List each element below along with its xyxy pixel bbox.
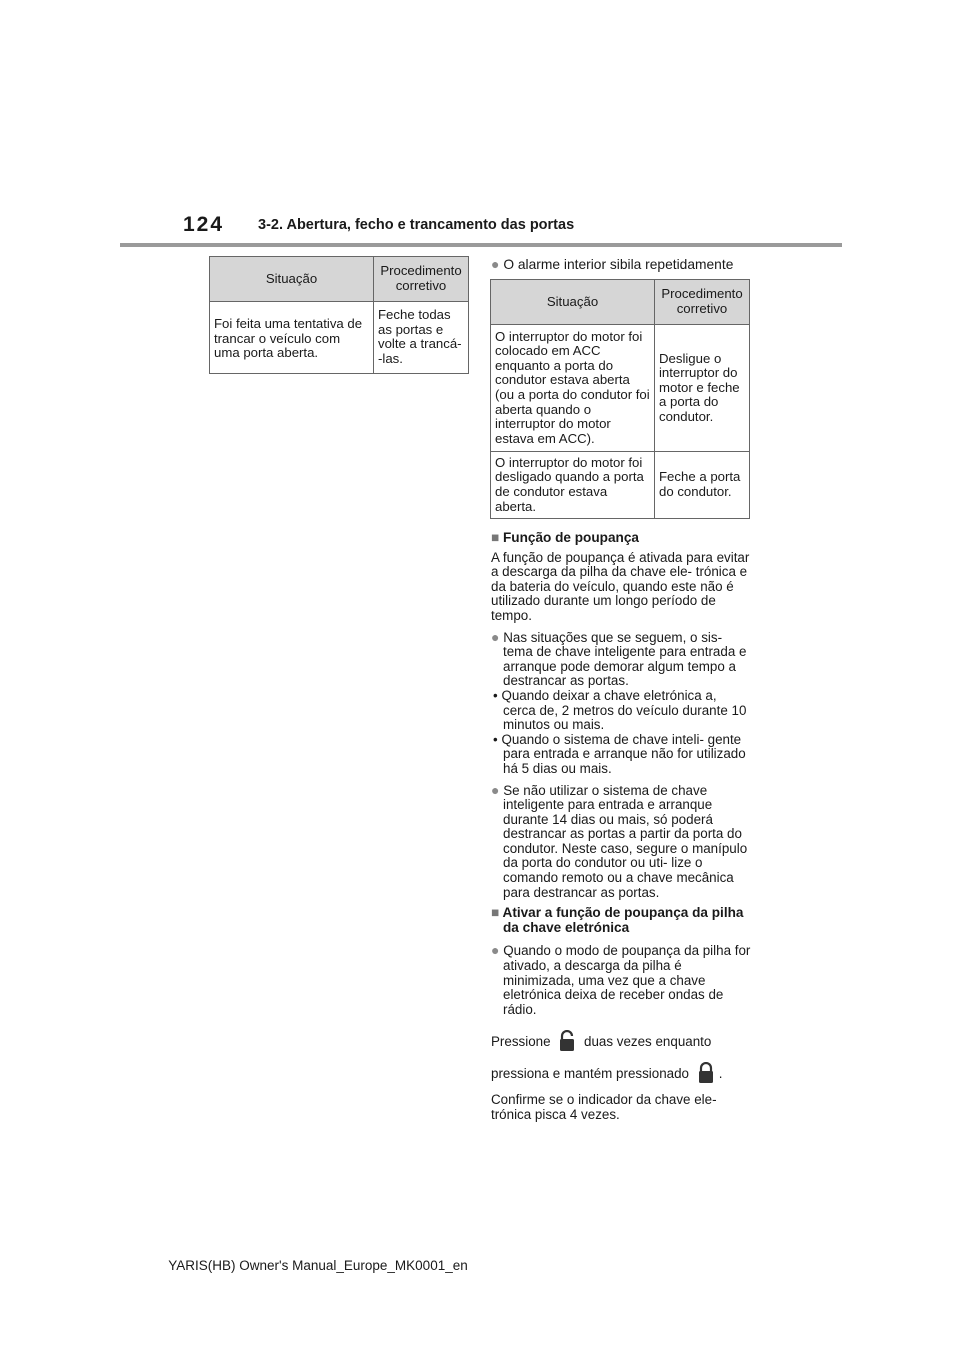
saving-sub-item-1 [491,689,753,733]
saving-bullet-1 [491,630,753,689]
section-title: 3-2. Abertura, fecho e trancamento das portas [258,217,575,233]
saving-sub-item-1-text: Quando deixar a chave eletrónica a, cerca de, 2 metros do veículo durante 10 minutos ou mais. [501,687,747,733]
press-instruction [491,1029,753,1093]
table-row [491,325,750,452]
saving-heading [491,531,753,546]
activate-bullet-text: Quando o modo de poupança da pilha for ativado, a descarga da pilha é minimizada, uma vez que a chave eletrónica deixa de receber ondas de rádio. [503,943,751,1017]
table-cell-situation: Foi feita uma tentativa de trancar o veículo com uma porta aberta. [210,302,374,374]
saving-bullet-2-text: Se não utilizar o sistema de chave inteligente para entrada e arranque durante 14 dias ou mais, só poderá destrancar as portas a partir da porta do condutor. Neste caso, segure o manípulo da porta do condutor ou uti- lize o comando remoto ou a chave mecânica para destrancar as portas. [503,782,748,900]
door-lock-table [209,256,469,374]
circle-bullet-icon: ● [491,781,500,798]
table-cell-situation: O interruptor do motor foi desligado quando a porta de condutor estava aberta. [491,452,655,519]
press-text-4: . [718,1066,723,1082]
alarm-bullet [491,256,733,272]
saving-bullet-2 [491,783,753,901]
table-cell-situation: O interruptor do motor foi colocado em ACC enquanto a porta do condutor estava aberta (ou a porta do condutor foi aberta quando o interruptor do motor estava em ACC). [491,325,655,452]
table-row [491,452,750,519]
table-row [210,302,469,374]
table-header-row [491,280,750,325]
saving-sub-item-2 [491,733,753,777]
press-text-1: Pressione [491,1034,551,1050]
circle-bullet-icon: ● [491,942,500,959]
column-header-procedure: Procedimento corretivo [374,257,469,302]
column-header-situation: Situação [210,257,374,302]
activate-heading-text: Ativar a função de poupança da pilha da chave eletrónica [502,905,744,935]
saving-sub-item-2-text: Quando o sistema de chave inteli- gente para entrada e arranque não for utilizado há 5 dias ou mais. [501,731,746,776]
circle-bullet-icon: ● [491,628,500,645]
footer-text: YARIS(HB) Owner's Manual_Europe_MK0001_en [168,1258,468,1273]
page-number: 124 [183,213,225,236]
column-header-situation: Situação [491,280,655,325]
activate-heading [491,906,753,935]
dot-bullet-icon: • [493,731,498,747]
square-marker-icon: ■ [491,530,500,545]
alarm-bullet-text: O alarme interior sibila repetidamente [503,257,734,272]
table-cell-procedure: Feche a porta do condutor. [655,452,750,519]
saving-heading-text: Função de poupança [503,530,639,545]
saving-bullet-1-text: Nas situações que se seguem, o sis- tema de chave inteligente para entrada e arranque pode demorar algum tempo a destrancar as portas. [503,629,747,689]
activate-bullet [491,943,753,1017]
lock-icon [697,1062,715,1093]
alarm-table [490,279,750,519]
dot-bullet-icon: • [493,687,498,703]
saving-intro: A função de poupança é ativada para evitar a descarga da pilha da chave ele- trónica e da bateria do veículo, quando este não é utilizado durante um longo período de tempo. [491,549,750,623]
press-text-2: duas vezes enquanto [584,1034,712,1050]
saving-section [491,531,753,1123]
confirm-text: Confirme se o indicador da chave ele- trónica pisca 4 vezes. [491,1092,717,1122]
table-header-row [210,257,469,302]
unlock-icon [558,1030,576,1061]
header-divider [120,243,842,247]
square-marker-icon: ■ [491,905,500,921]
circle-bullet-icon: ● [491,256,500,272]
press-text-3: pressiona e mantém pressionado [491,1066,689,1082]
table-cell-procedure: Desligue o interruptor do motor e feche a porta do condutor. [655,325,750,452]
table-cell-procedure: Feche todas as portas e volte a trancá- -las. [374,302,469,374]
column-header-procedure: Procedimento corretivo [655,280,750,325]
